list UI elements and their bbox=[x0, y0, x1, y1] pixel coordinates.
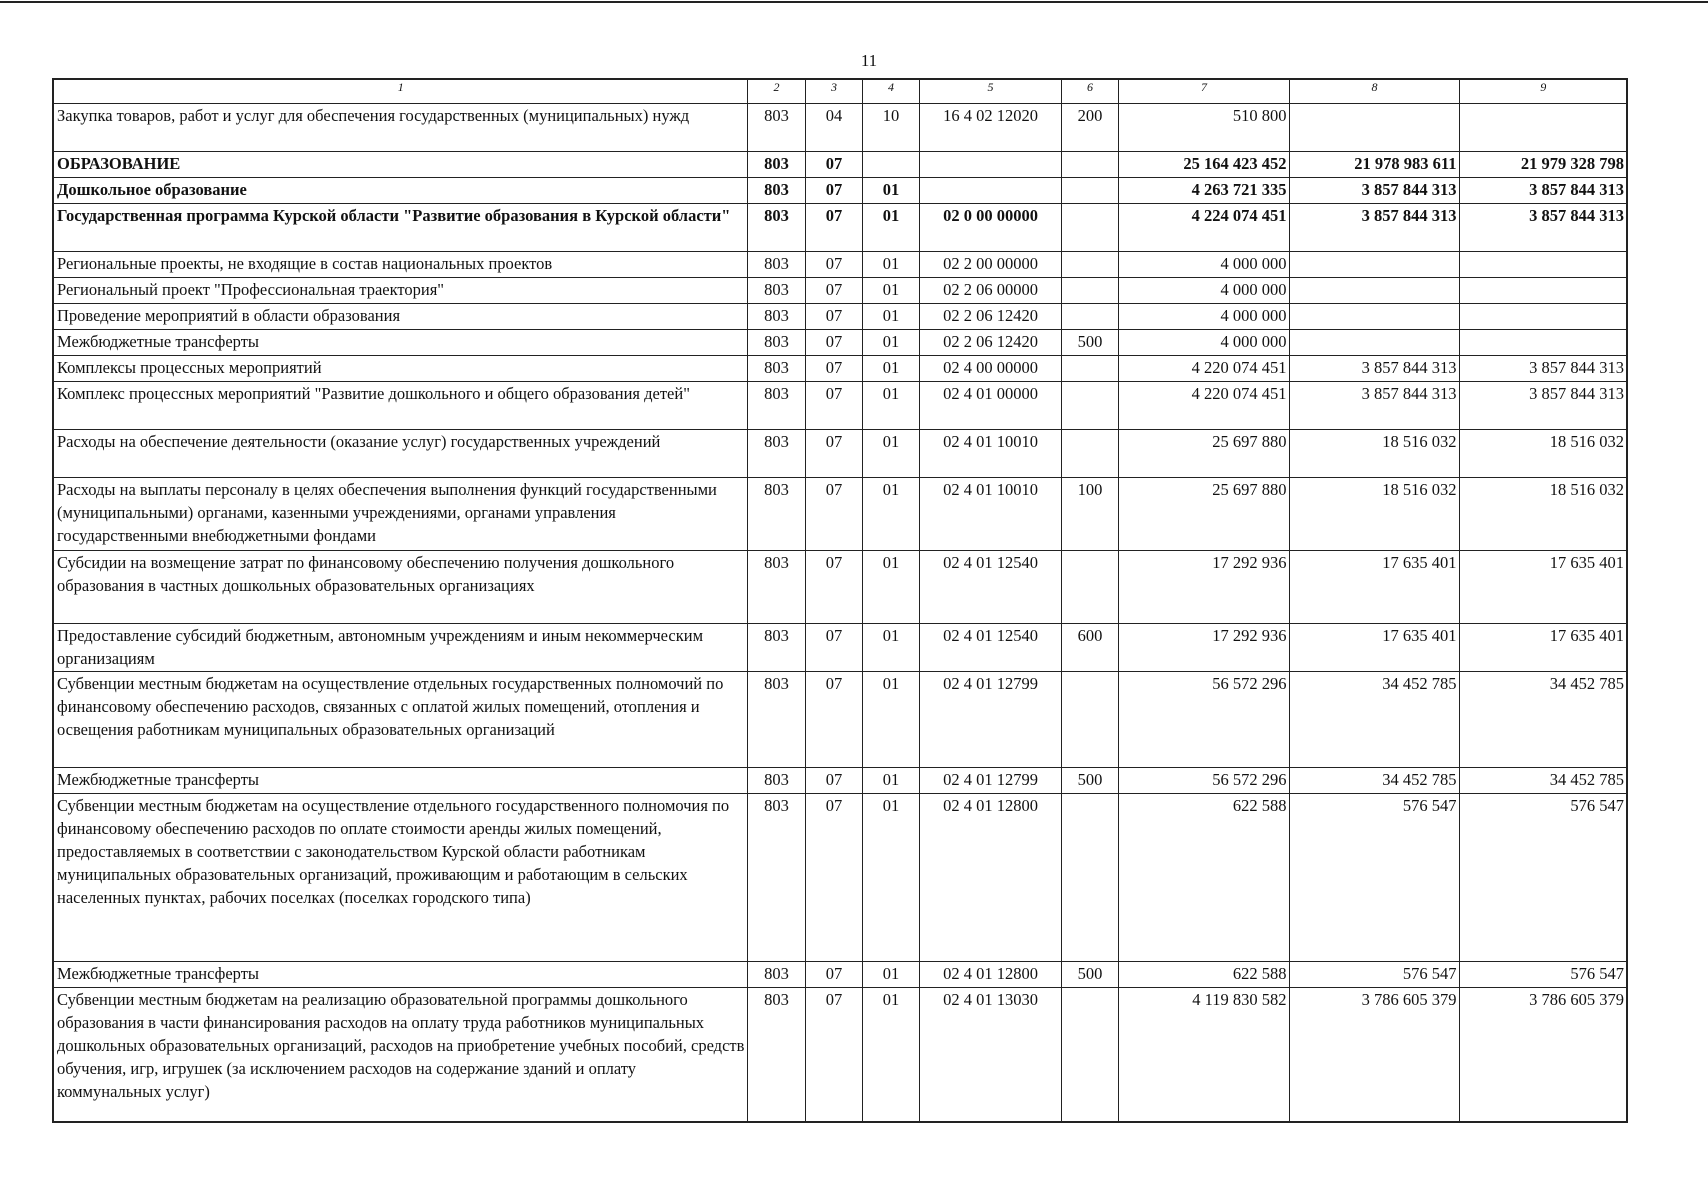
amount-col7-cell: 4 000 000 bbox=[1118, 252, 1289, 278]
amount-col9-cell bbox=[1459, 104, 1627, 152]
expense-type-cell bbox=[1061, 794, 1118, 962]
section-code-cell: 07 bbox=[805, 204, 862, 252]
amount-col9-cell bbox=[1459, 278, 1627, 304]
expense-type-cell bbox=[1061, 356, 1118, 382]
section-code-cell: 07 bbox=[805, 178, 862, 204]
ministry-code-cell: 803 bbox=[747, 551, 805, 624]
expense-type-cell bbox=[1061, 304, 1118, 330]
item-name-cell: Комплексы процессных мероприятий bbox=[53, 356, 747, 382]
amount-col8-cell bbox=[1289, 304, 1459, 330]
section-code-cell: 07 bbox=[805, 356, 862, 382]
amount-col8-cell bbox=[1289, 278, 1459, 304]
amount-col9-cell bbox=[1459, 330, 1627, 356]
ministry-code-cell: 803 bbox=[747, 430, 805, 478]
subsection-code-cell: 01 bbox=[862, 252, 919, 278]
expense-type-cell: 600 bbox=[1061, 624, 1118, 672]
amount-col7-cell: 4 263 721 335 bbox=[1118, 178, 1289, 204]
item-name-cell: Региональный проект "Профессиональная траектория" bbox=[53, 278, 747, 304]
amount-col9-cell bbox=[1459, 252, 1627, 278]
target-article-cell bbox=[919, 178, 1061, 204]
ministry-code-cell: 803 bbox=[747, 278, 805, 304]
amount-col9-cell: 17 635 401 bbox=[1459, 624, 1627, 672]
amount-col8-cell: 3 857 844 313 bbox=[1289, 204, 1459, 252]
subsection-code-cell: 01 bbox=[862, 988, 919, 1122]
table-row bbox=[53, 304, 1627, 330]
table-row bbox=[53, 624, 1627, 672]
column-number: 3 bbox=[805, 79, 862, 104]
amount-col8-cell: 3 857 844 313 bbox=[1289, 382, 1459, 430]
amount-col8-cell: 34 452 785 bbox=[1289, 672, 1459, 768]
ministry-code-cell: 803 bbox=[747, 988, 805, 1122]
amount-col9-cell: 3 786 605 379 bbox=[1459, 988, 1627, 1122]
target-article-cell: 02 2 00 00000 bbox=[919, 252, 1061, 278]
item-name-cell: Межбюджетные трансферты bbox=[53, 768, 747, 794]
subsection-code-cell: 01 bbox=[862, 304, 919, 330]
table-row bbox=[53, 356, 1627, 382]
amount-col8-cell: 17 635 401 bbox=[1289, 624, 1459, 672]
amount-col9-cell bbox=[1459, 304, 1627, 330]
expense-type-cell bbox=[1061, 430, 1118, 478]
budget-table bbox=[52, 78, 1628, 1123]
expense-type-cell: 100 bbox=[1061, 478, 1118, 551]
table-row bbox=[53, 278, 1627, 304]
section-code-cell: 07 bbox=[805, 794, 862, 962]
amount-col8-cell: 576 547 bbox=[1289, 794, 1459, 962]
amount-col7-cell: 25 164 423 452 bbox=[1118, 152, 1289, 178]
subsection-code-cell: 01 bbox=[862, 356, 919, 382]
amount-col8-cell bbox=[1289, 330, 1459, 356]
ministry-code-cell: 803 bbox=[747, 624, 805, 672]
section-code-cell: 07 bbox=[805, 768, 862, 794]
amount-col7-cell: 510 800 bbox=[1118, 104, 1289, 152]
subsection-code-cell: 01 bbox=[862, 624, 919, 672]
amount-col8-cell: 3 857 844 313 bbox=[1289, 178, 1459, 204]
amount-col9-cell: 576 547 bbox=[1459, 794, 1627, 962]
table-row bbox=[53, 152, 1627, 178]
amount-col7-cell: 17 292 936 bbox=[1118, 551, 1289, 624]
column-number: 8 bbox=[1289, 79, 1459, 104]
target-article-cell bbox=[919, 152, 1061, 178]
amount-col7-cell: 25 697 880 bbox=[1118, 430, 1289, 478]
item-name-cell: Субсидии на возмещение затрат по финансовому обеспечению получения дошкольного образования в частных дошкольных образовательных организациях bbox=[53, 551, 747, 624]
item-name-cell: Закупка товаров, работ и услуг для обеспечения государственных (муниципальных) нужд bbox=[53, 104, 747, 152]
amount-col9-cell: 21 979 328 798 bbox=[1459, 152, 1627, 178]
section-code-cell: 07 bbox=[805, 988, 862, 1122]
section-code-cell: 07 bbox=[805, 304, 862, 330]
amount-col7-cell: 4 000 000 bbox=[1118, 304, 1289, 330]
subsection-code-cell: 01 bbox=[862, 962, 919, 988]
amount-col7-cell: 4 000 000 bbox=[1118, 278, 1289, 304]
target-article-cell: 16 4 02 12020 bbox=[919, 104, 1061, 152]
amount-col8-cell: 21 978 983 611 bbox=[1289, 152, 1459, 178]
expense-type-cell bbox=[1061, 551, 1118, 624]
target-article-cell: 02 4 01 13030 bbox=[919, 988, 1061, 1122]
item-name-cell: Субвенции местным бюджетам на осуществление отдельного государственного полномочия по финансовому обеспечению расходов по оплате стоимости аренды жилых помещений, предоставляемых в соответствии с законодательством Курской области работникам муниципальных образовательных организаций, проживающим и работающим в сельских населенных пунктах, рабочих поселках (поселках городского типа) bbox=[53, 794, 747, 962]
section-code-cell: 07 bbox=[805, 152, 862, 178]
section-code-cell: 07 bbox=[805, 551, 862, 624]
subsection-code-cell: 10 bbox=[862, 104, 919, 152]
expense-type-cell bbox=[1061, 278, 1118, 304]
amount-col7-cell: 4 119 830 582 bbox=[1118, 988, 1289, 1122]
ministry-code-cell: 803 bbox=[747, 768, 805, 794]
section-code-cell: 07 bbox=[805, 430, 862, 478]
expense-type-cell bbox=[1061, 988, 1118, 1122]
target-article-cell: 02 4 01 12799 bbox=[919, 768, 1061, 794]
amount-col9-cell: 34 452 785 bbox=[1459, 768, 1627, 794]
column-number: 1 bbox=[53, 79, 747, 104]
amount-col8-cell: 576 547 bbox=[1289, 962, 1459, 988]
amount-col7-cell: 4 220 074 451 bbox=[1118, 382, 1289, 430]
subsection-code-cell: 01 bbox=[862, 478, 919, 551]
amount-col9-cell: 17 635 401 bbox=[1459, 551, 1627, 624]
ministry-code-cell: 803 bbox=[747, 304, 805, 330]
table-row bbox=[53, 551, 1627, 624]
expense-type-cell bbox=[1061, 152, 1118, 178]
column-number: 6 bbox=[1061, 79, 1118, 104]
amount-col9-cell: 18 516 032 bbox=[1459, 430, 1627, 478]
target-article-cell: 02 4 01 12799 bbox=[919, 672, 1061, 768]
column-number: 5 bbox=[919, 79, 1061, 104]
amount-col8-cell bbox=[1289, 252, 1459, 278]
table-row bbox=[53, 330, 1627, 356]
table-row bbox=[53, 382, 1627, 430]
table-row bbox=[53, 178, 1627, 204]
target-article-cell: 02 2 06 00000 bbox=[919, 278, 1061, 304]
item-name-cell: Расходы на обеспечение деятельности (оказание услуг) государственных учреждений bbox=[53, 430, 747, 478]
subsection-code-cell: 01 bbox=[862, 204, 919, 252]
expense-type-cell bbox=[1061, 252, 1118, 278]
item-name-cell: Межбюджетные трансферты bbox=[53, 962, 747, 988]
ministry-code-cell: 803 bbox=[747, 356, 805, 382]
ministry-code-cell: 803 bbox=[747, 252, 805, 278]
target-article-cell: 02 4 01 10010 bbox=[919, 430, 1061, 478]
table-row bbox=[53, 988, 1627, 1122]
ministry-code-cell: 803 bbox=[747, 794, 805, 962]
section-code-cell: 07 bbox=[805, 330, 862, 356]
target-article-cell: 02 2 06 12420 bbox=[919, 304, 1061, 330]
table-row bbox=[53, 962, 1627, 988]
expense-type-cell: 500 bbox=[1061, 330, 1118, 356]
ministry-code-cell: 803 bbox=[747, 330, 805, 356]
table-row bbox=[53, 430, 1627, 478]
expense-type-cell bbox=[1061, 204, 1118, 252]
subsection-code-cell: 01 bbox=[862, 672, 919, 768]
subsection-code-cell: 01 bbox=[862, 430, 919, 478]
item-name-cell: Субвенции местным бюджетам на осуществление отдельных государственных полномочий по финансовому обеспечению расходов, связанных с оплатой жилых помещений, отопления и освещения работникам муниципальных образовательных организаций bbox=[53, 672, 747, 768]
amount-col8-cell: 17 635 401 bbox=[1289, 551, 1459, 624]
subsection-code-cell bbox=[862, 152, 919, 178]
ministry-code-cell: 803 bbox=[747, 382, 805, 430]
column-number: 7 bbox=[1118, 79, 1289, 104]
section-code-cell: 07 bbox=[805, 382, 862, 430]
ministry-code-cell: 803 bbox=[747, 672, 805, 768]
amount-col9-cell: 3 857 844 313 bbox=[1459, 178, 1627, 204]
section-code-cell: 04 bbox=[805, 104, 862, 152]
table-row bbox=[53, 478, 1627, 551]
amount-col9-cell: 3 857 844 313 bbox=[1459, 382, 1627, 430]
ministry-code-cell: 803 bbox=[747, 178, 805, 204]
item-name-cell: Межбюджетные трансферты bbox=[53, 330, 747, 356]
item-name-cell: Дошкольное образование bbox=[53, 178, 747, 204]
amount-col7-cell: 4 220 074 451 bbox=[1118, 356, 1289, 382]
ministry-code-cell: 803 bbox=[747, 962, 805, 988]
target-article-cell: 02 4 01 12800 bbox=[919, 794, 1061, 962]
subsection-code-cell: 01 bbox=[862, 330, 919, 356]
amount-col8-cell: 3 857 844 313 bbox=[1289, 356, 1459, 382]
column-number: 9 bbox=[1459, 79, 1627, 104]
item-name-cell: Региональные проекты, не входящие в состав национальных проектов bbox=[53, 252, 747, 278]
page-number: 11 bbox=[860, 51, 878, 70]
ministry-code-cell: 803 bbox=[747, 104, 805, 152]
amount-col9-cell: 18 516 032 bbox=[1459, 478, 1627, 551]
expense-type-cell: 500 bbox=[1061, 768, 1118, 794]
amount-col7-cell: 56 572 296 bbox=[1118, 672, 1289, 768]
expense-type-cell bbox=[1061, 178, 1118, 204]
target-article-cell: 02 4 01 00000 bbox=[919, 382, 1061, 430]
amount-col9-cell: 34 452 785 bbox=[1459, 672, 1627, 768]
subsection-code-cell: 01 bbox=[862, 178, 919, 204]
column-number-row bbox=[53, 79, 1627, 104]
section-code-cell: 07 bbox=[805, 478, 862, 551]
amount-col8-cell: 34 452 785 bbox=[1289, 768, 1459, 794]
subsection-code-cell: 01 bbox=[862, 278, 919, 304]
target-article-cell: 02 4 01 12800 bbox=[919, 962, 1061, 988]
target-article-cell: 02 2 06 12420 bbox=[919, 330, 1061, 356]
ministry-code-cell: 803 bbox=[747, 152, 805, 178]
item-name-cell: ОБРАЗОВАНИЕ bbox=[53, 152, 747, 178]
page-top-rule bbox=[0, 1, 1708, 3]
amount-col8-cell: 18 516 032 bbox=[1289, 430, 1459, 478]
amount-col8-cell: 3 786 605 379 bbox=[1289, 988, 1459, 1122]
item-name-cell: Субвенции местным бюджетам на реализацию образовательной программы дошкольного образования в части финансирования расходов на оплату труда работников муниципальных дошкольных образовательных организаций, расходов на приобретение учебных пособий, средств обучения, игр, игрушек (за исключением расходов на содержание зданий и оплату коммунальных услуг) bbox=[53, 988, 747, 1122]
section-code-cell: 07 bbox=[805, 624, 862, 672]
amount-col7-cell: 17 292 936 bbox=[1118, 624, 1289, 672]
table-row bbox=[53, 768, 1627, 794]
table-body bbox=[53, 104, 1627, 1122]
amount-col7-cell: 622 588 bbox=[1118, 962, 1289, 988]
table-row bbox=[53, 672, 1627, 768]
target-article-cell: 02 4 00 00000 bbox=[919, 356, 1061, 382]
ministry-code-cell: 803 bbox=[747, 204, 805, 252]
amount-col9-cell: 3 857 844 313 bbox=[1459, 204, 1627, 252]
table-row bbox=[53, 794, 1627, 962]
ministry-code-cell: 803 bbox=[747, 478, 805, 551]
item-name-cell: Предоставление субсидий бюджетным, автономным учреждениям и иным некоммерческим организациям bbox=[53, 624, 747, 672]
amount-col7-cell: 56 572 296 bbox=[1118, 768, 1289, 794]
target-article-cell: 02 4 01 10010 bbox=[919, 478, 1061, 551]
item-name-cell: Расходы на выплаты персоналу в целях обеспечения выполнения функций государственными (муниципальными) органами, казенными учреждениями, органами управления государственными внебюджетными фондами bbox=[53, 478, 747, 551]
amount-col7-cell: 25 697 880 bbox=[1118, 478, 1289, 551]
amount-col9-cell: 576 547 bbox=[1459, 962, 1627, 988]
amount-col7-cell: 4 224 074 451 bbox=[1118, 204, 1289, 252]
section-code-cell: 07 bbox=[805, 278, 862, 304]
section-code-cell: 07 bbox=[805, 672, 862, 768]
amount-col8-cell: 18 516 032 bbox=[1289, 478, 1459, 551]
expense-type-cell bbox=[1061, 382, 1118, 430]
column-number: 2 bbox=[747, 79, 805, 104]
amount-col8-cell bbox=[1289, 104, 1459, 152]
target-article-cell: 02 4 01 12540 bbox=[919, 551, 1061, 624]
item-name-cell: Проведение мероприятий в области образования bbox=[53, 304, 747, 330]
subsection-code-cell: 01 bbox=[862, 551, 919, 624]
column-number: 4 bbox=[862, 79, 919, 104]
amount-col7-cell: 4 000 000 bbox=[1118, 330, 1289, 356]
subsection-code-cell: 01 bbox=[862, 794, 919, 962]
expense-type-cell: 200 bbox=[1061, 104, 1118, 152]
item-name-cell: Комплекс процессных мероприятий "Развитие дошкольного и общего образования детей" bbox=[53, 382, 747, 430]
table-row bbox=[53, 204, 1627, 252]
subsection-code-cell: 01 bbox=[862, 382, 919, 430]
table-row bbox=[53, 104, 1627, 152]
subsection-code-cell: 01 bbox=[862, 768, 919, 794]
amount-col9-cell: 3 857 844 313 bbox=[1459, 356, 1627, 382]
expense-type-cell bbox=[1061, 672, 1118, 768]
target-article-cell: 02 0 00 00000 bbox=[919, 204, 1061, 252]
target-article-cell: 02 4 01 12540 bbox=[919, 624, 1061, 672]
amount-col7-cell: 622 588 bbox=[1118, 794, 1289, 962]
table-row bbox=[53, 252, 1627, 278]
section-code-cell: 07 bbox=[805, 252, 862, 278]
item-name-cell: Государственная программа Курской области "Развитие образования в Курской области" bbox=[53, 204, 747, 252]
section-code-cell: 07 bbox=[805, 962, 862, 988]
expense-type-cell: 500 bbox=[1061, 962, 1118, 988]
